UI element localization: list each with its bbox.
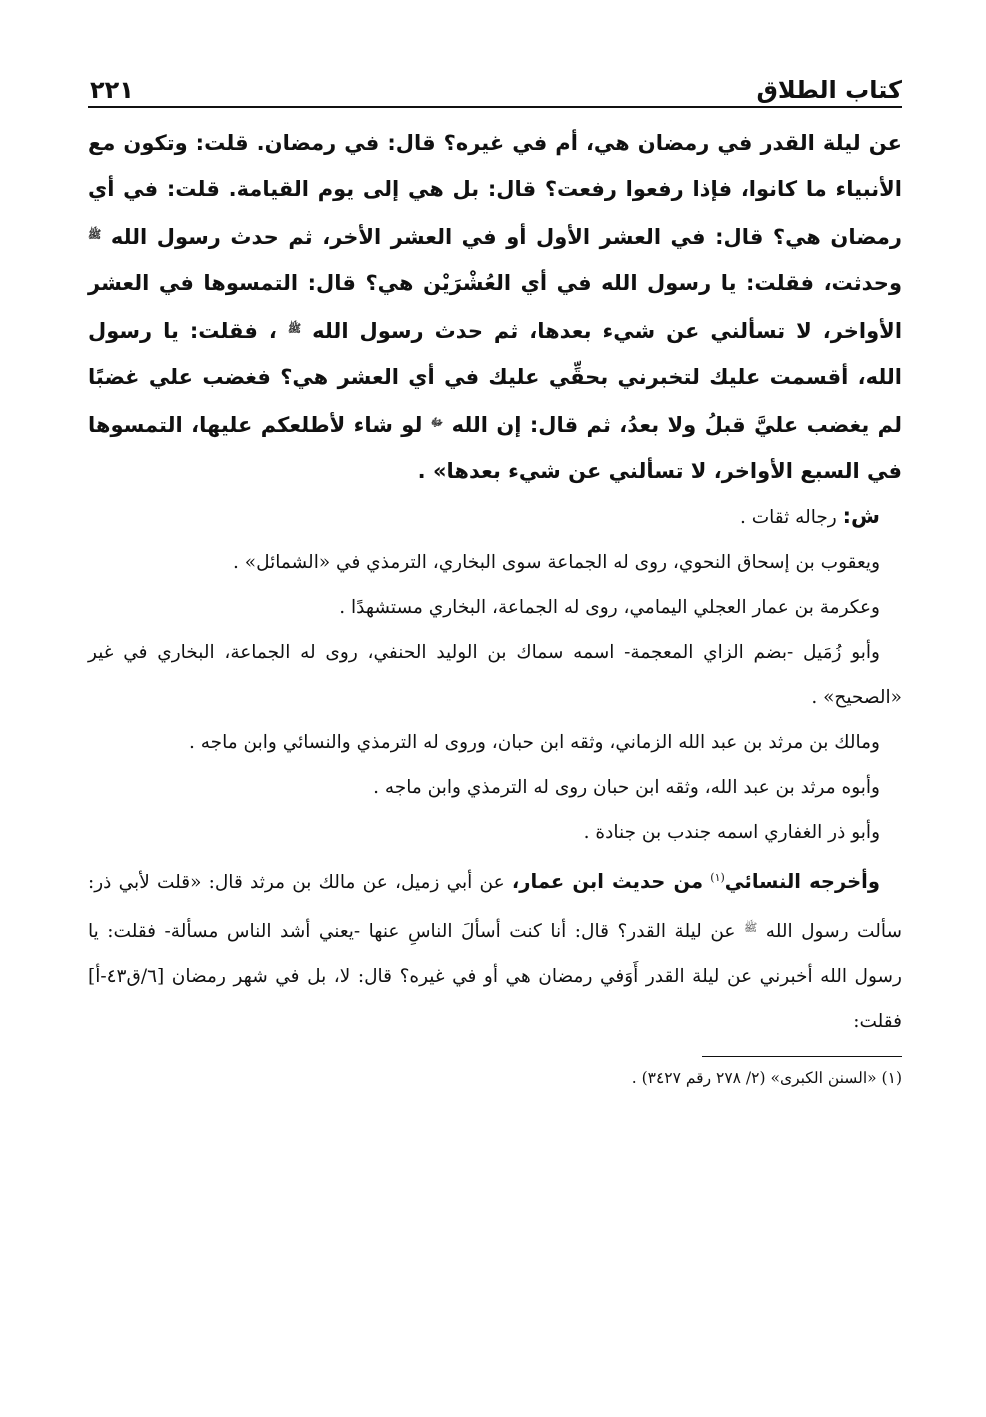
paragraph: ومالك بن مرثد بن عبد الله الزماني، وثقه ابن حبان، وروى له الترمذي والنسائي وابن ماجه .: [189, 732, 880, 753]
takhrij-bold-2: من حديث ابن عمار،: [511, 870, 704, 894]
commentary-intro: [88, 494, 902, 540]
paragraph: وأبو ذر الغفاري اسمه جندب بن جنادة .: [583, 822, 880, 843]
honorific-icon: ﷺ: [287, 322, 302, 335]
footnote-marker[interactable]: (١): [710, 871, 725, 884]
paragraph-takhrij: [88, 855, 902, 1044]
hadith-part-1: عن ليلة القدر في رمضان هي، أم في غيره؟ قال: في رمضان. قلت: وتكون مع الأنبياء ما كانوا، فإذا رفعوا رفعت؟ قال: بل هي إلى يوم القيامة. قلت: في أي رمضان هي؟ قال: في العشر الأول أو في العشر الأخر، ثم حدث رسول الله: [88, 131, 902, 249]
takhrij-text-a: عن أبي زميل، عن مالك بن مرثد قال: «قلت لأبي ذر: سألت رسول الله: [88, 872, 902, 943]
footnote: (١) «السنن الكبرى» (٢/ ٢٧٨ رقم ٣٤٢٧) .: [631, 1069, 902, 1088]
takhrij-bold-1: وأخرجه النسائي: [724, 870, 880, 894]
paragraph: وعكرمة بن عمار العجلي اليمامي، روى له الجماعة، البخاري مستشهدًا .: [339, 597, 880, 618]
sharh-label: ش:: [842, 504, 880, 528]
honorific-icon: ﷻ: [430, 416, 444, 429]
takhrij-text-b: عن ليلة القدر؟ قال: أنا كنت أسألَ الناسِ عنها -يعني أشد الناس مسألة- فقلت: يا رسول الله أخبرني عن ليلة القدر أَوَفي رمضان هي أو في غيره؟ قال: لا، بل في شهر رمضان [٦/ق٤٣-أ] فقلت:: [88, 921, 902, 1033]
paragraph: وأبوه مرثد بن عبد الله، وثقه ابن حبان روى له الترمذي وابن ماجه .: [373, 777, 880, 798]
page-number: ٢٢١: [90, 76, 134, 104]
page-header: [88, 58, 902, 108]
hadith-text: [88, 120, 902, 494]
paragraph: وأبو زُمَيل -بضم الزاي المعجمة- اسمه سماك بن الوليد الحنفي، روى له الجماعة، البخاري في غير «الصحيح» .: [88, 642, 902, 708]
hadith-part-3: ، فقلت: يا رسول الله، أقسمت عليك لتخبرني بحقِّي عليك في أي العشر هي؟ فغضب علي غضبًا لم يغضب عليَّ قبلُ ولا بعدُ، ثم قال: إن الله: [88, 319, 903, 437]
honorific-icon: ﷺ: [743, 921, 758, 935]
paragraph: ويعقوب بن إسحاق النحوي، روى له الجماعة سوى البخاري، الترمذي في «الشمائل» .: [232, 552, 880, 573]
chapter-title: كتاب الطلاق: [756, 76, 902, 104]
hadith-part-4: لو شاء لأطلعكم عليها، التمسوها في السبع الأواخر، لا تسألني عن شيء بعدها» .: [88, 413, 902, 483]
page-body: [88, 120, 902, 1093]
honorific-icon: ﷺ: [88, 228, 102, 241]
hadith-part-2: وحدثت، فقلت: يا رسول الله في أي العُشْرَيْن هي؟ قال: التمسوها في العشر الأواخر، لا تسألني عن شيء بعدها، ثم حدث رسول الله: [88, 271, 903, 343]
sharh-text: رجاله ثقات .: [739, 507, 837, 528]
footnote-divider: [702, 1056, 902, 1057]
